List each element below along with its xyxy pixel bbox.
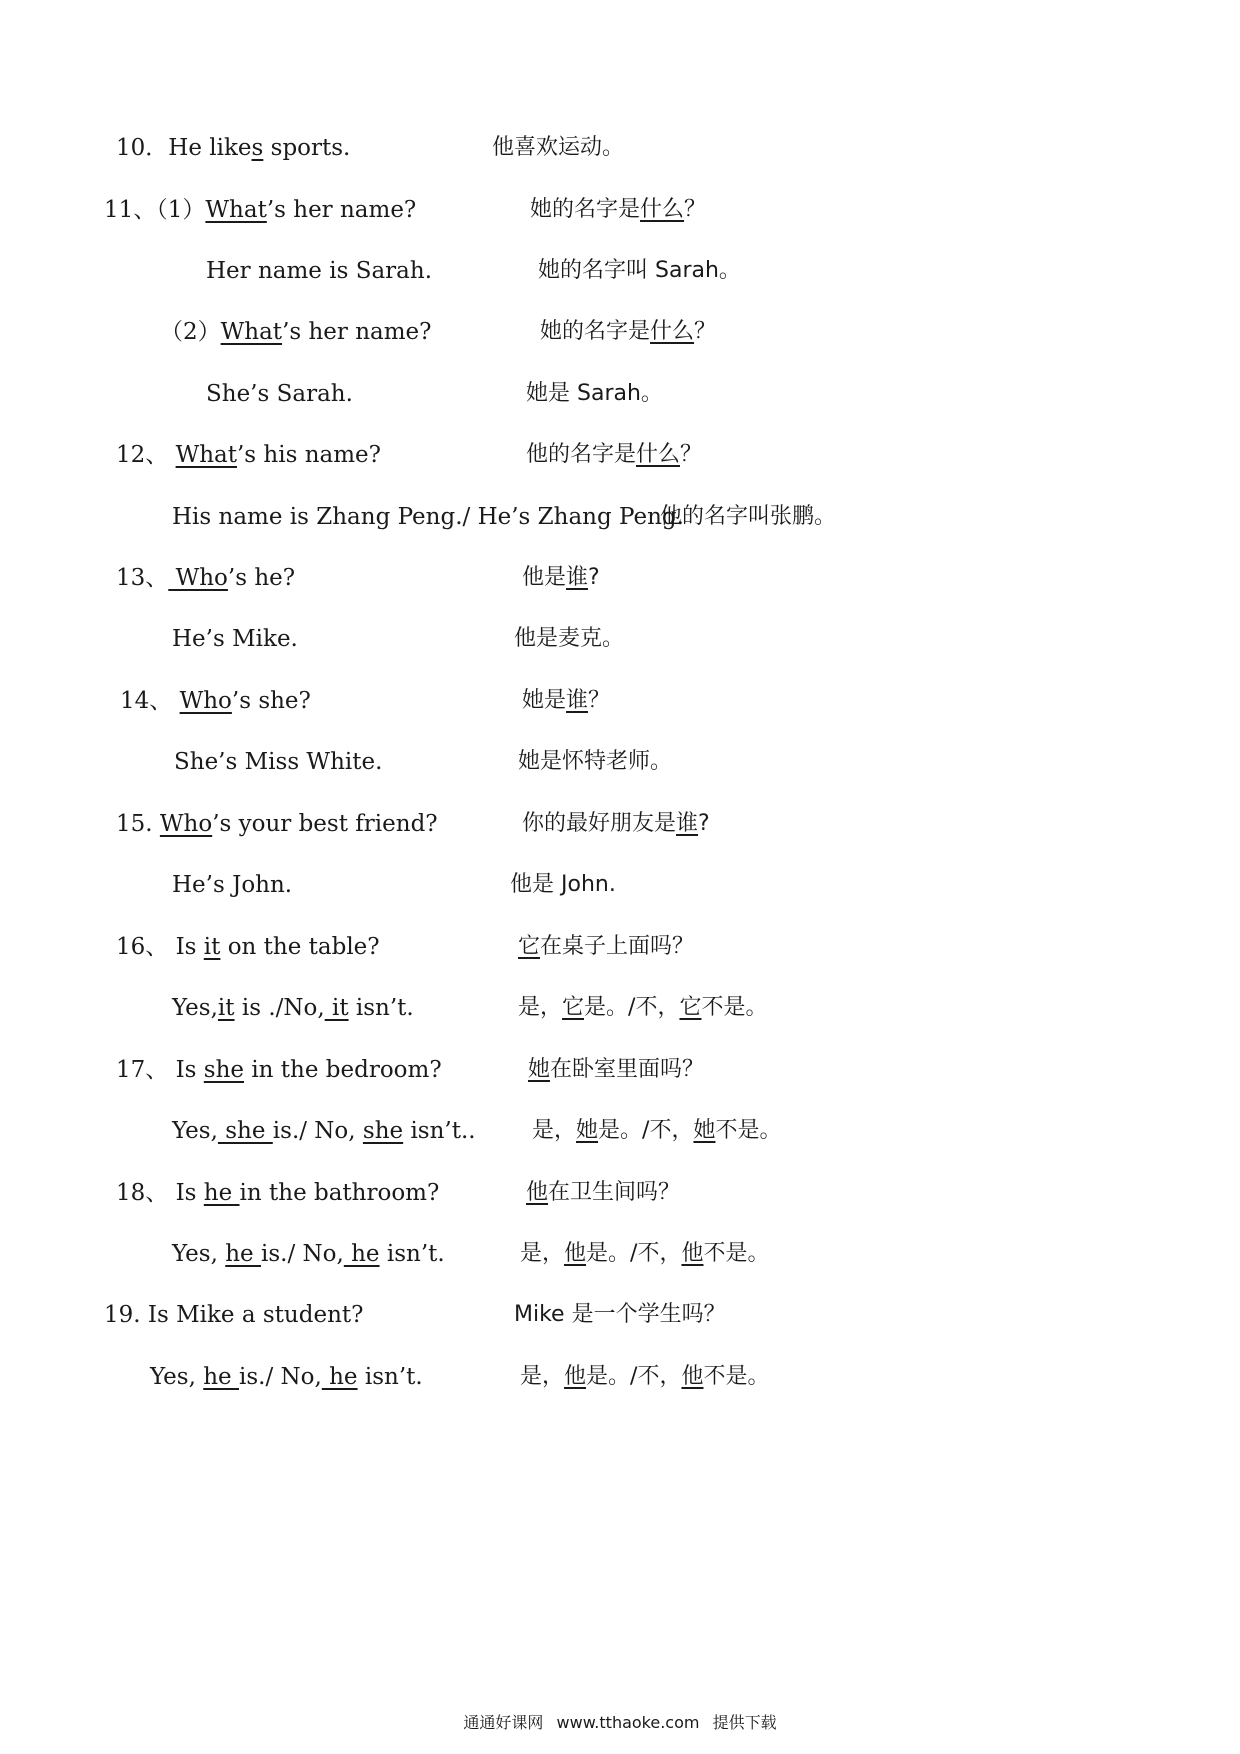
line-15-zh: 你的最好朋友是谁? bbox=[522, 811, 710, 836]
line-11-1-answer-zh: 她的名字叫 Sarah。 bbox=[538, 258, 741, 283]
line-18-zh: 他在卫生间吗？ bbox=[526, 1180, 681, 1205]
line-16-en: 16、 Is it on the table? bbox=[116, 934, 380, 960]
line-19-answer-zh: 是，他是。/不，他不是。 bbox=[520, 1364, 770, 1389]
line-13-answer-zh: 他是麦克。 bbox=[514, 626, 625, 651]
line-12-answer-en: His name is Zhang Peng./ He’s Zhang Peng. bbox=[172, 504, 684, 530]
line-16-answer-en: Yes,it is ./No, it isn’t. bbox=[172, 995, 414, 1021]
line-19-en: 19. Is Mike a student? bbox=[104, 1302, 364, 1328]
line-17-zh: 她在卧室里面吗？ bbox=[528, 1057, 705, 1082]
line-17-answer-en: Yes, she is./ No, she isn’t.. bbox=[172, 1118, 476, 1144]
line-11-2-answer-en: She’s Sarah. bbox=[206, 381, 353, 407]
line-16-answer-zh: 是，它是。/不，它不是。 bbox=[518, 995, 768, 1020]
line-11-2-zh: 她的名字是什么？ bbox=[540, 319, 717, 344]
line-18-answer-en: Yes, he is./ No, he isn’t. bbox=[172, 1241, 445, 1267]
line-11-2-answer-zh: 她是 Sarah。 bbox=[526, 381, 663, 406]
line-14-en: 14、 Who’s she? bbox=[120, 688, 311, 714]
line-13-zh: 他是谁? bbox=[522, 565, 600, 590]
page-footer bbox=[0, 1712, 1240, 1734]
line-15-answer-zh: 他是 John. bbox=[510, 872, 616, 897]
footer-url: www.tthaoke.com bbox=[556, 1713, 700, 1732]
line-18-answer-zh: 是，他是。/不，他不是。 bbox=[520, 1241, 770, 1266]
line-15-answer-en: He’s John. bbox=[172, 872, 293, 898]
line-12-en: 12、 What’s his name? bbox=[116, 442, 381, 468]
line-14-answer-en: She’s Miss White. bbox=[174, 749, 383, 775]
line-10-zh: 他喜欢运动。 bbox=[492, 135, 625, 160]
line-13-answer-en: He’s Mike. bbox=[172, 626, 298, 652]
line-17-en: 17、 Is she in the bedroom? bbox=[116, 1057, 442, 1083]
line-14-zh: 她是谁？ bbox=[522, 688, 611, 713]
line-15-en: 15. Who’s your best friend? bbox=[116, 811, 438, 837]
line-16-zh: 它在桌子上面吗？ bbox=[518, 934, 695, 959]
line-18-en: 18、 Is he in the bathroom? bbox=[116, 1180, 440, 1206]
line-11-1-zh: 她的名字是什么？ bbox=[530, 197, 707, 222]
line-13-en: 13、 Who’s he? bbox=[116, 565, 296, 591]
line-12-zh: 他的名字是什么？ bbox=[526, 442, 703, 467]
line-10-en: 10．He likes sports. bbox=[116, 135, 351, 161]
line-11-2-en: （2）What’s her name? bbox=[160, 319, 432, 345]
footer-download-text: 提供下载 bbox=[712, 1713, 777, 1732]
footer-site-name: 通通好课网 bbox=[463, 1713, 544, 1732]
line-11-1-en: 11、（1）What’s her name? bbox=[104, 197, 417, 223]
line-12-answer-zh: 他的名字叫张鹏。 bbox=[660, 504, 837, 529]
line-19-answer-en: Yes, he is./ No, he isn’t. bbox=[150, 1364, 423, 1390]
line-19-zh: Mike 是一个学生吗？ bbox=[514, 1302, 726, 1327]
line-11-1-answer-en: Her name is Sarah. bbox=[206, 258, 433, 284]
line-14-answer-zh: 她是怀特老师。 bbox=[518, 749, 673, 774]
line-17-answer-zh: 是，她是。/不，她不是。 bbox=[532, 1118, 782, 1143]
